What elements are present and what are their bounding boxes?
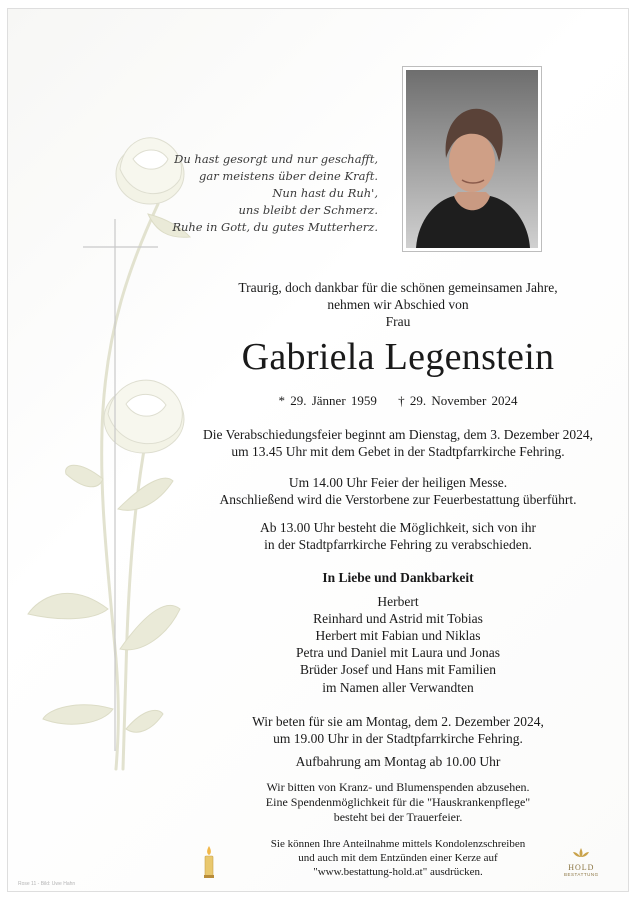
mass-line: Anschließend wird die Verstorbene zur Feuerbestattung überführt. bbox=[219, 492, 577, 507]
poem-line: gar meistens über deine Kraft. bbox=[199, 169, 378, 183]
prayer-line: Wir beten für sie am Montag, dem 2. Dezember 2024, bbox=[252, 714, 544, 729]
poem-line: uns bleibt der Schmerz. bbox=[238, 203, 378, 217]
donation-line: Eine Spendenmöglichkeit für die "Hauskrankenpflege" bbox=[265, 795, 531, 809]
image-credit: Rose 11 - Bild: Uwe Hahn bbox=[18, 881, 76, 887]
viewing-line: in der Stadtpfarrkirche Fehring zu verabschieden. bbox=[264, 537, 532, 552]
farewell-line: Die Verabschiedungsfeier beginnt am Dienstag, dem 3. Dezember 2024, bbox=[202, 427, 593, 442]
portrait-photo bbox=[406, 70, 538, 248]
donation-info bbox=[178, 780, 618, 825]
laying-out-info: Aufbahrung am Montag ab 10.00 Uhr bbox=[295, 754, 501, 769]
viewing-info bbox=[178, 519, 618, 553]
farewell-info bbox=[178, 426, 618, 460]
intro-line: nehmen wir Abschied von bbox=[327, 297, 469, 312]
intro-line: Traurig, doch dankbar für die schönen gemeinsamen Jahre, bbox=[238, 280, 558, 295]
family-member: Herbert mit Fabian und Niklas bbox=[315, 628, 481, 643]
logo-subtitle: BESTATTUNG bbox=[564, 872, 599, 877]
donation-line: Wir bitten von Kranz- und Blumenspenden abzusehen. bbox=[266, 780, 530, 794]
prayer-info bbox=[178, 713, 618, 747]
lotus-logo-icon bbox=[571, 848, 591, 858]
relatives-line: im Namen aller Verwandten bbox=[322, 680, 474, 695]
donation-line: besteht bei der Trauerfeier. bbox=[333, 810, 463, 824]
family-member: Reinhard und Astrid mit Tobias bbox=[313, 611, 483, 626]
portrait-frame bbox=[402, 66, 542, 252]
viewing-line: Ab 13.00 Uhr besteht die Möglichkeit, sich von ihr bbox=[260, 520, 536, 535]
logo-name: HOLD bbox=[568, 863, 595, 872]
poem-line: Nun hast du Ruh', bbox=[272, 186, 378, 200]
poem-line: Du hast gesorgt und nur geschafft, bbox=[174, 152, 378, 166]
farewell-line: um 13.45 Uhr mit dem Gebet in der Stadtpfarrkirche Fehring. bbox=[231, 444, 565, 459]
condolence-line: "www.bestattung-hold.at" ausdrücken. bbox=[313, 866, 483, 878]
life-dates bbox=[178, 393, 618, 409]
lower-rose bbox=[104, 380, 184, 453]
family-list bbox=[178, 593, 618, 678]
prayer-line: um 19.00 Uhr in der Stadtpfarrkirche Fehring. bbox=[273, 731, 523, 746]
condolence-line: und auch mit dem Entzünden einer Kerze auf bbox=[298, 852, 498, 864]
family-member: Herbert bbox=[377, 594, 419, 609]
poem bbox=[172, 151, 378, 236]
condolence-info bbox=[178, 837, 618, 879]
funeral-home-logo bbox=[564, 845, 599, 877]
intro-text bbox=[178, 279, 618, 330]
mass-info bbox=[178, 474, 618, 508]
condolence-line: Sie können Ihre Anteilnahme mittels Kondolenzschreiben bbox=[270, 838, 526, 850]
family-heading: In Liebe und Dankbarkeit bbox=[322, 570, 474, 585]
candle-icon[interactable] bbox=[201, 845, 217, 879]
poem-line: Ruhe in Gott, du gutes Mutterherz. bbox=[172, 220, 378, 234]
birth-date: * 29. Jänner 1959 bbox=[278, 393, 377, 408]
mass-line: Um 14.00 Uhr Feier der heiligen Messe. bbox=[288, 475, 508, 490]
obituary-card bbox=[7, 8, 629, 892]
family-member: Petra und Daniel mit Laura und Jonas bbox=[296, 645, 500, 660]
deceased-name: Gabriela Legenstein bbox=[241, 336, 555, 378]
intro-line: Frau bbox=[385, 314, 411, 329]
family-member: Brüder Josef und Hans mit Familien bbox=[299, 662, 497, 677]
death-date: † 29. November 2024 bbox=[398, 393, 518, 408]
